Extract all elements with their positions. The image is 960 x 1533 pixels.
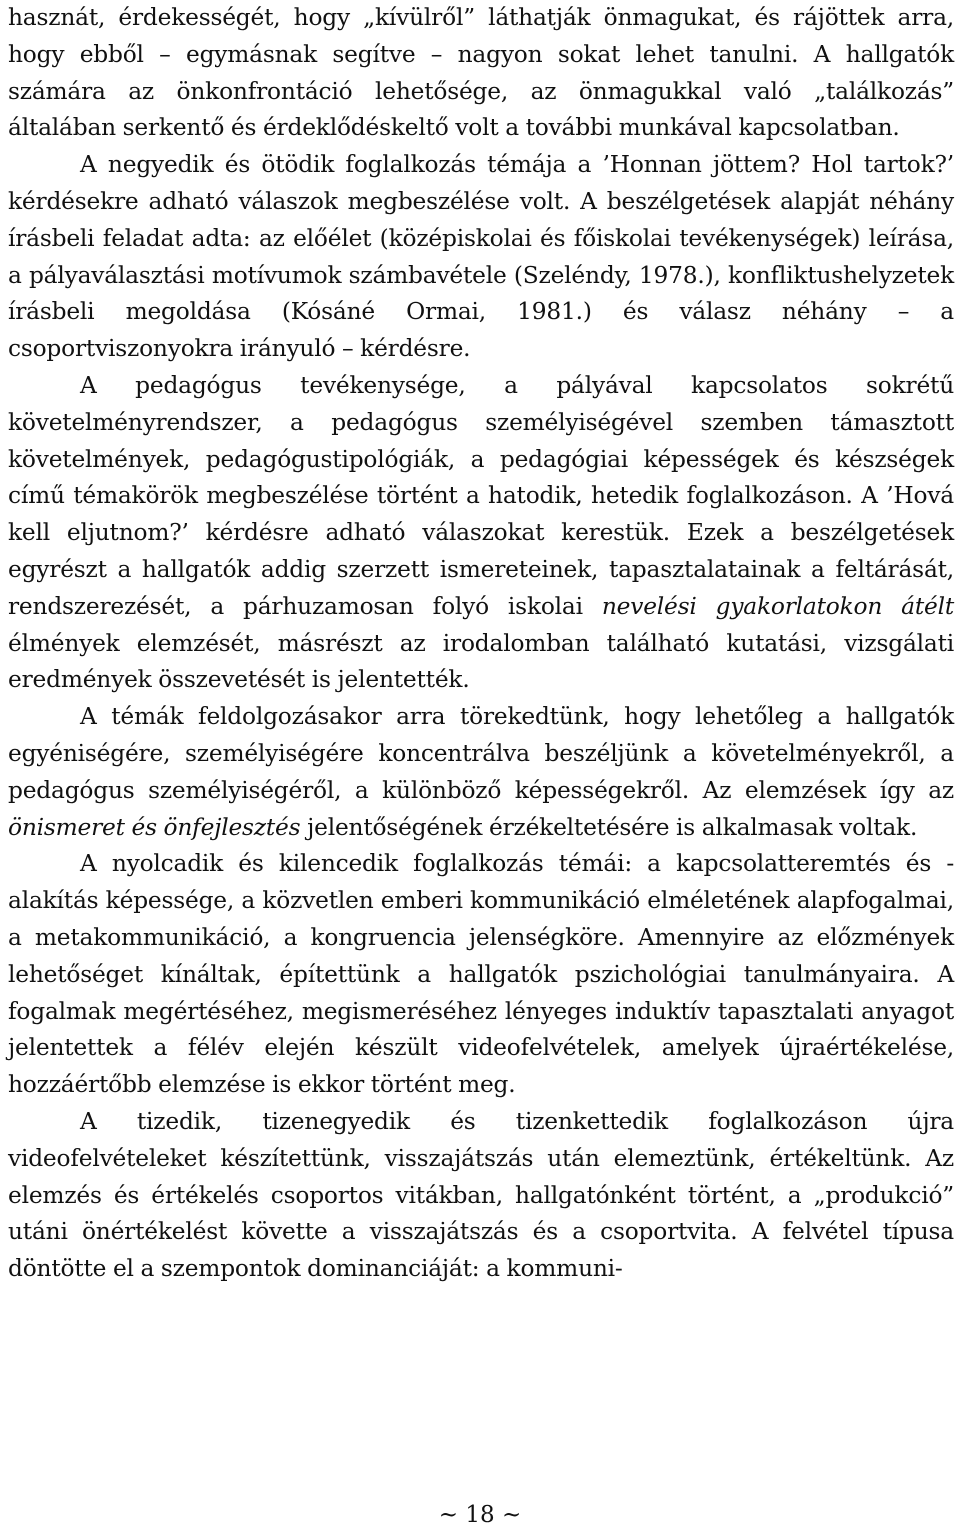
body-text xyxy=(8,0,954,1288)
text-run: élmények elemzését, másrészt az irodalomban található kutatási, vizsgálati eredmények összevetését is jelentették. xyxy=(8,629,954,694)
paragraph xyxy=(8,1104,954,1288)
paragraph xyxy=(8,699,954,846)
text-run: A témák feldolgozásakor arra törekedtünk, hogy lehetőleg a hallgatók egyéniségére, személyiségére koncentrálva beszéljünk a követelményekről, a pedagógus személyiségéről, a különböző képességekről. Az elemzések így az xyxy=(8,703,954,804)
text-run: A nyolcadik és kilencedik foglalkozás témái: a kapcsolatteremtés és -alakítás képessége, a közvetlen emberi kommunikáció elméletének alapfogalmai, a metakommunikáció, a kongruencia jelenségköre. Amennyire az előzmények lehetőséget kínáltak, építettünk a hallgatók pszichológiai tanulmányaira. A fogalmak megértéséhez, megismeréséhez lényeges induktív tapasztalati anyagot jelentettek a félév elején készült videofelvételek, amelyek újraértékelése, hozzáértőbb elemzése is ekkor történt meg. xyxy=(8,850,954,1099)
document-page xyxy=(8,0,954,1288)
paragraph xyxy=(8,846,954,1104)
text-run: A negyedik és ötödik foglalkozás témája a ’Honnan jöttem? Hol tartok?’ kérdésekre adható válaszok megbeszélése volt. A beszélgetések alapját néhány írásbeli feladat adta: az előélet (középiskolai és főiskolai tevékenységek) leírása, a pályaválasztási motívumok számbavétele (Szeléndy, 1978.), konfliktushelyzetek írásbeli megoldása (Kósáné Ormai, 1981.) és válasz néhány – a csoportviszonyokra irányuló – kérdésre. xyxy=(8,151,954,363)
italic-text: önismeret és önfejlesztés xyxy=(8,813,301,841)
text-run: A pedagógus tevékenysége, a pályával kapcsolatos sokrétű követelményrendszer, a pedagógus személyiségével szemben támasztott követelmények, pedagógustipológiák, a pedagógiai képességek és készségek című témakörök megbeszélése történt a hatodik, hetedik foglalkozáson. A ’Hová kell eljutnom?’ kérdésre adható válaszokat kerestük. Ezek a beszélgetések egyrészt a hallgatók addig szerzett ismereteinek, tapasztalatainak a feltárását, rendszerezését, a párhuzamosan folyó iskolai xyxy=(8,371,954,620)
text-run: jelentőségének érzékeltetésére is alkalmasak voltak. xyxy=(300,813,918,841)
paragraph xyxy=(8,0,954,147)
italic-text: nevelési gyakorlatokon átélt xyxy=(601,592,954,620)
paragraph xyxy=(8,147,954,368)
paragraph xyxy=(8,368,954,699)
text-run: hasznát, érdekességét, hogy „kívülről” láthatják önmagukat, és rájöttek arra, hogy ebből – egymásnak segítve – nagyon sokat lehet tanulni. A hallgatók számára az önkonfrontáció lehetősége, az önmagukkal való „találkozás” általában serkentő és érdeklődéskeltő volt a további munkával kapcsolatban. xyxy=(8,4,954,142)
text-run: A tizedik, tizenegyedik és tizenkettedik foglalkozáson újra videofelvételeket készítettünk, visszajátszás után elemeztünk, értékeltünk. Az elemzés és értékelés csoportos vitákban, hallgatónként történt, a „produkció” utáni önértékelést követte a visszajátszás és a csoportvita. A felvétel típusa döntötte el a szempontok dominanciáját: a kommuni- xyxy=(8,1107,954,1283)
page-number: ~ 18 ~ xyxy=(438,1502,522,1528)
